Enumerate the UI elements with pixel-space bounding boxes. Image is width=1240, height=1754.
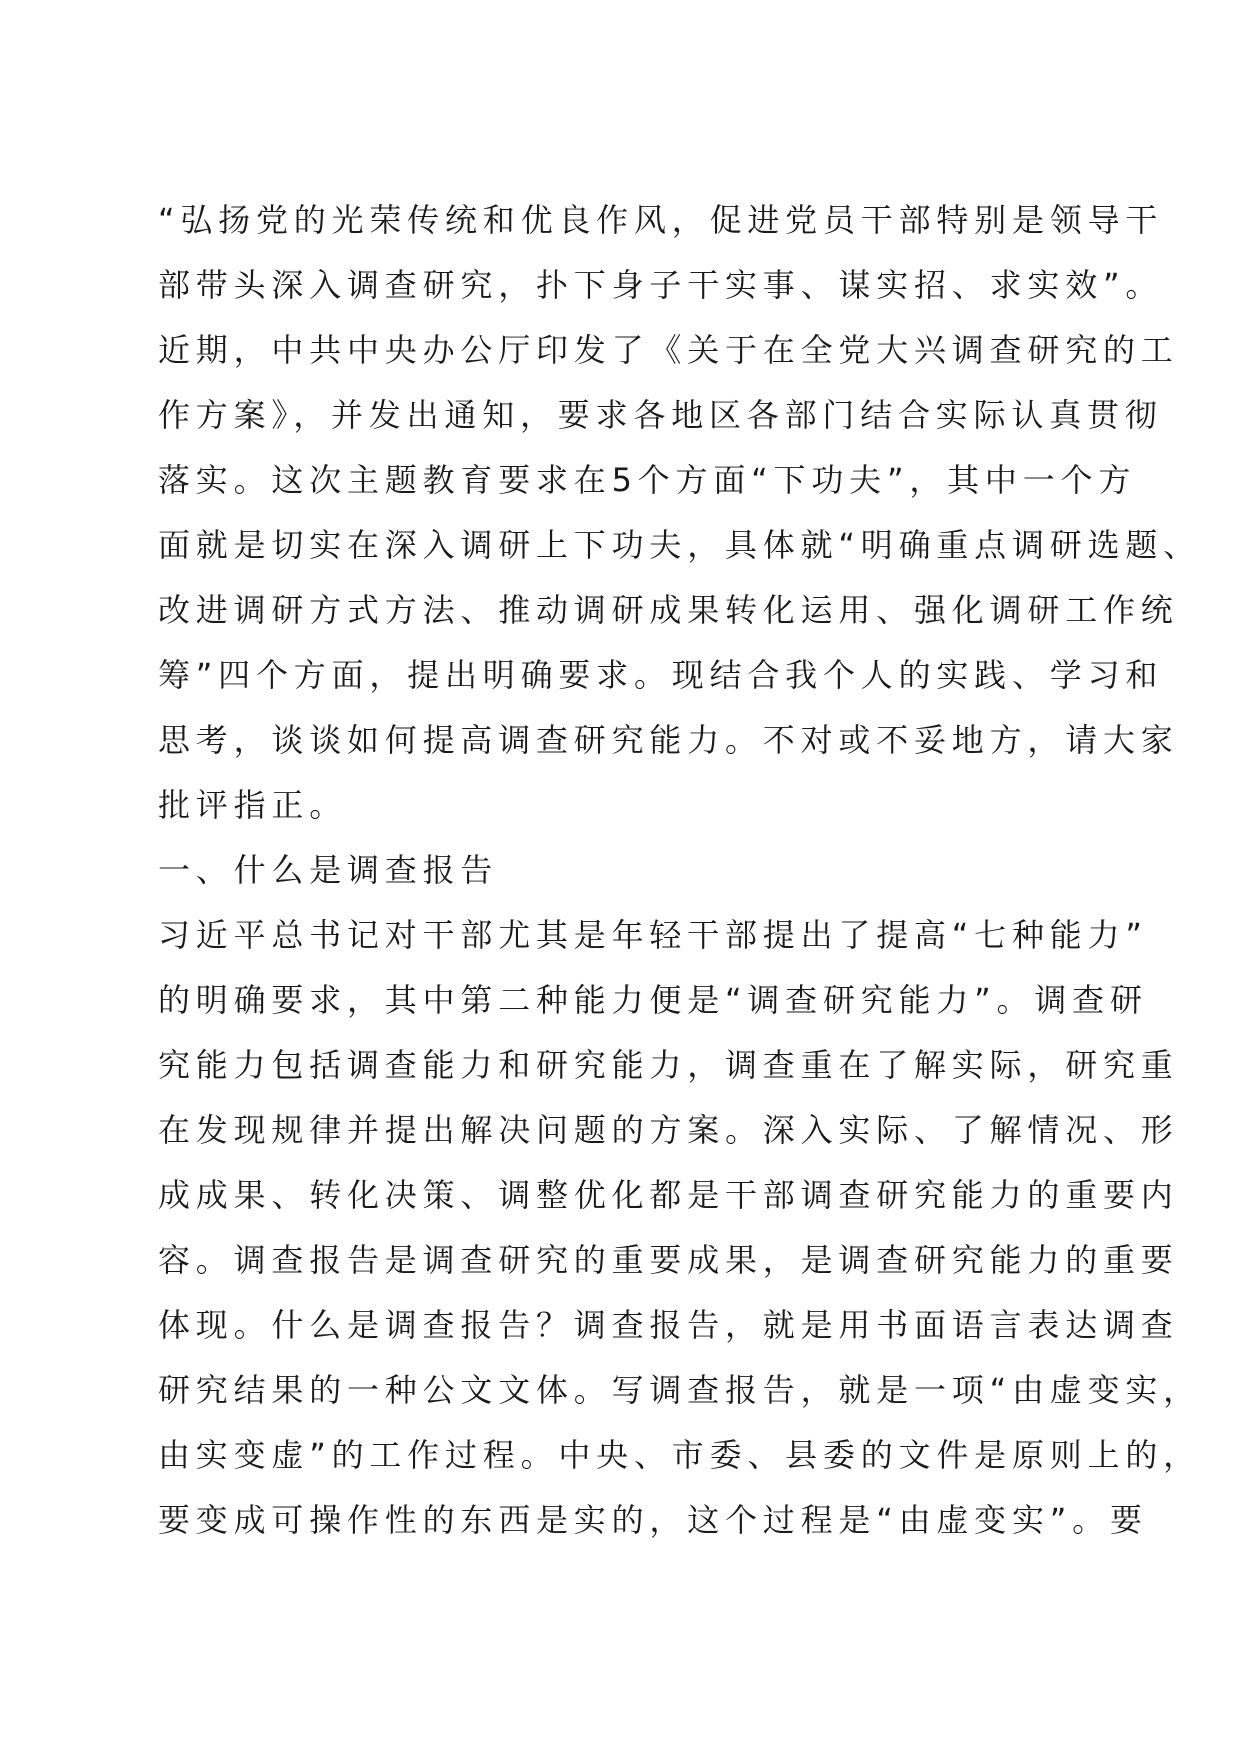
text-line: 容。调查报告是调查研究的重要成果，是调查研究能力的重要 xyxy=(158,1241,1179,1279)
text-line: 筹”四个方面，提出明确要求。现结合我个人的实践、学习和 xyxy=(158,656,1164,694)
text-line: “弘扬党的光荣传统和优良作风，促进党员干部特别是领导干 xyxy=(158,201,1164,239)
text-line: 批评指正。 xyxy=(158,786,348,824)
text-line: 成成果、转化决策、调整优化都是干部调查研究能力的重要内 xyxy=(158,1176,1179,1214)
text-line: 落实。这次主题教育要求在5个方面“下功夫”，其中一个方 xyxy=(158,461,1137,499)
text-line: 近期，中共中央办公厅印发了《关于在全党大兴调查研究的工 xyxy=(158,331,1179,369)
text-line: 改进调研方式方法、推动调研成果转化运用、强化调研工作统 xyxy=(158,591,1179,629)
section-heading: 一、什么是调查报告 xyxy=(158,851,499,889)
text-line: 研究结果的一种公文文体。写调查报告，就是一项“由虚变实， xyxy=(158,1371,1201,1409)
text-line: 在发现规律并提出解决问题的方案。深入实际、了解情况、形 xyxy=(158,1111,1179,1149)
text-line: 习近平总书记对干部尤其是年轻干部提出了提高“七种能力” xyxy=(158,916,1148,954)
document-body xyxy=(158,188,1201,1553)
text-line: 思考，谈谈如何提高调查研究能力。不对或不妥地方，请大家 xyxy=(158,721,1179,759)
text-line: 由实变虚”的工作过程。中央、市委、县委的文件是原则上的， xyxy=(158,1436,1201,1474)
text-line: 究能力包括调查能力和研究能力，调查重在了解实际，研究重 xyxy=(158,1046,1179,1084)
text-line: 部带头深入调查研究，扑下身子干实事、谋实招、求实效”。 xyxy=(158,266,1164,304)
text-line: 作方案》，并发出通知，要求各地区各部门结合实际认真贯彻 xyxy=(158,396,1163,434)
text-line: 要变成可操作性的东西是实的，这个过程是“由虚变实”。要 xyxy=(158,1501,1148,1539)
text-line: 体现。什么是调查报告？调查报告，就是用书面语言表达调查 xyxy=(158,1306,1179,1344)
text-line: 的明确要求，其中第二种能力便是“调查研究能力”。调查研 xyxy=(158,981,1148,1019)
text-line: 面就是切实在深入调研上下功夫，具体就“明确重点调研选题、 xyxy=(158,526,1201,564)
